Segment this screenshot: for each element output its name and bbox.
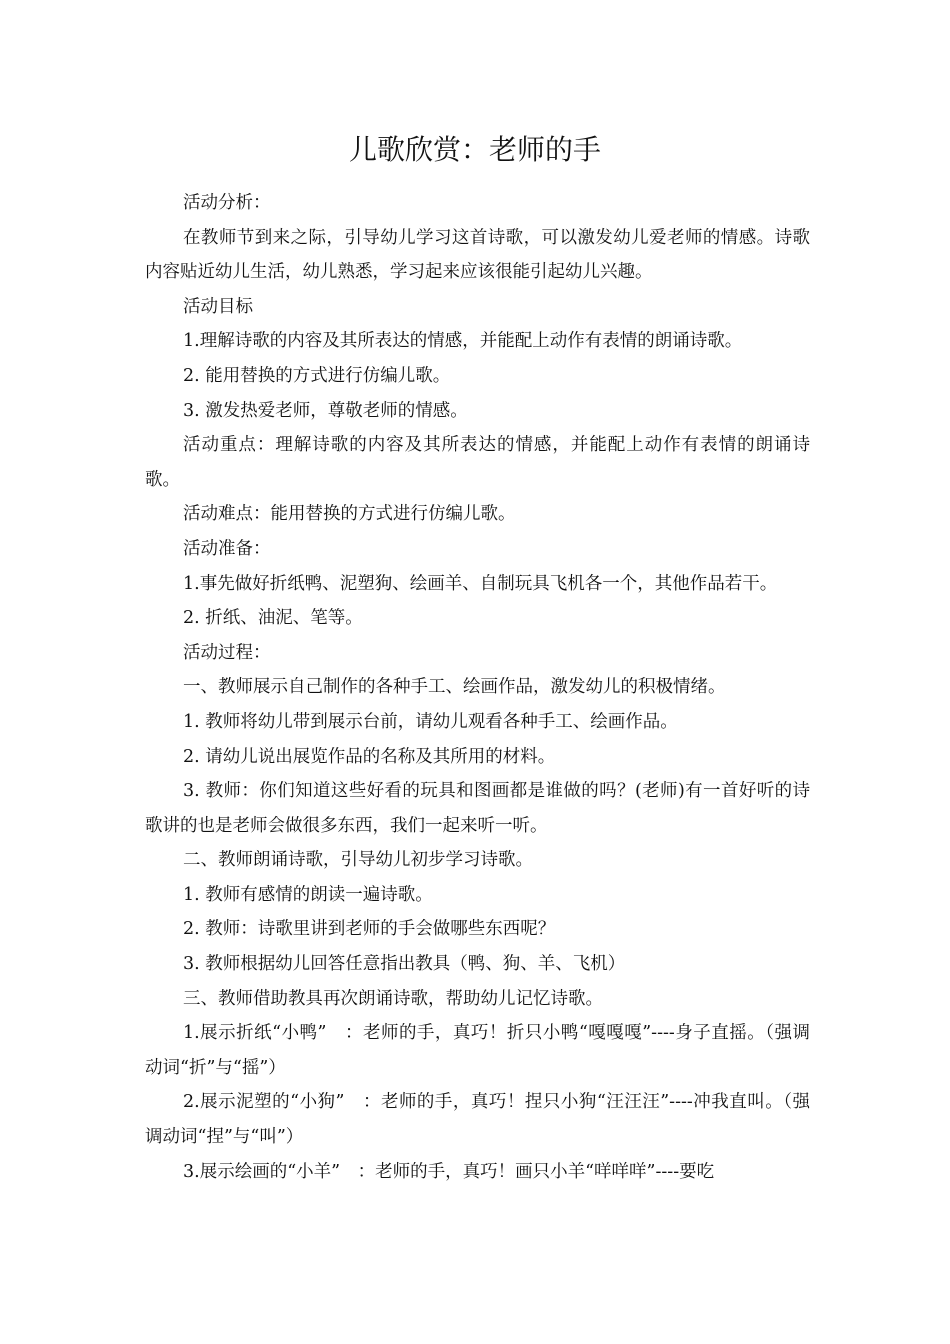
paragraph: 活动目标 bbox=[183, 296, 253, 317]
paragraph: 活动重点：理解诗歌的内容及其所表达的情感，并能配上动作有表情的朗诵诗歌。 bbox=[145, 435, 810, 490]
paragraph: 1. 教师有感情的朗读一遍诗歌。 bbox=[183, 884, 433, 905]
paragraph: 一、教师展示自己制作的各种手工、绘画作品，激发幼儿的积极情绪。 bbox=[183, 677, 726, 698]
paragraph: 2. 能用替换的方式进行仿编儿歌。 bbox=[183, 365, 451, 386]
paragraph: 2. 请幼儿说出展览作品的名称及其所用的材料。 bbox=[183, 746, 556, 767]
paragraph: 活动难点：能用替换的方式进行仿编儿歌。 bbox=[183, 504, 516, 525]
paragraph: 活动分析： bbox=[183, 193, 271, 213]
paragraph: 1. 教师将幼儿带到展示台前，请幼儿观看各种手工、绘画作品。 bbox=[183, 711, 678, 732]
paragraph: 3. 激发热爱老师，尊敬老师的情感。 bbox=[183, 400, 468, 421]
paragraph: 3.展示绘画的“小羊” ：老师的手，真巧！画只小羊“咩咩咩”----要吃 bbox=[183, 1161, 715, 1182]
paragraph: 三、教师借助教具再次朗诵诗歌，帮助幼儿记忆诗歌。 bbox=[183, 988, 603, 1009]
document-body bbox=[145, 186, 810, 1189]
page-title: 儿歌欣赏：老师的手 bbox=[348, 133, 601, 166]
paragraph: 2. 教师：诗歌里讲到老师的手会做哪些东西呢？ bbox=[183, 919, 556, 940]
paragraph: 2. 折纸、油泥、笔等。 bbox=[183, 608, 363, 629]
paragraph: 3. 教师根据幼儿回答任意指出教具（鸭、狗、羊、飞机） bbox=[183, 954, 626, 975]
paragraph: 1.理解诗歌的内容及其所表达的情感，并能配上动作有表情的朗诵诗歌。 bbox=[183, 331, 743, 352]
paragraph: 1.事先做好折纸鸭、泥塑狗、绘画羊、自制玩具飞机各一个，其他作品若干。 bbox=[183, 573, 778, 594]
paragraph: 2.展示泥塑的“小狗” ：老师的手，真巧！捏只小狗“汪汪汪”----冲我直叫。（强调动词“捏”与“叫”） bbox=[145, 1092, 810, 1148]
paragraph: 3. 教师：你们知道这些好看的玩具和图画都是谁做的吗？(老师)有一首好听的诗歌讲的也是老师会做很多东西，我们一起来听一听。 bbox=[145, 781, 810, 836]
paragraph: 活动准备： bbox=[183, 538, 271, 559]
paragraph: 1.展示折纸“小鸭” ：老师的手，真巧！折只小鸭“嘎嘎嘎”----身子直摇。（强调动词“折”与“摇”） bbox=[145, 1023, 810, 1078]
paragraph: 在教师节到来之际，引导幼儿学习这首诗歌，可以激发幼儿爱老师的情感。诗歌内容贴近幼儿生活，幼儿熟悉，学习起来应该很能引起幼儿兴趣。 bbox=[145, 227, 810, 283]
paragraph: 活动过程： bbox=[183, 642, 271, 663]
paragraph: 二、教师朗诵诗歌，引导幼儿初步学习诗歌。 bbox=[183, 850, 533, 871]
